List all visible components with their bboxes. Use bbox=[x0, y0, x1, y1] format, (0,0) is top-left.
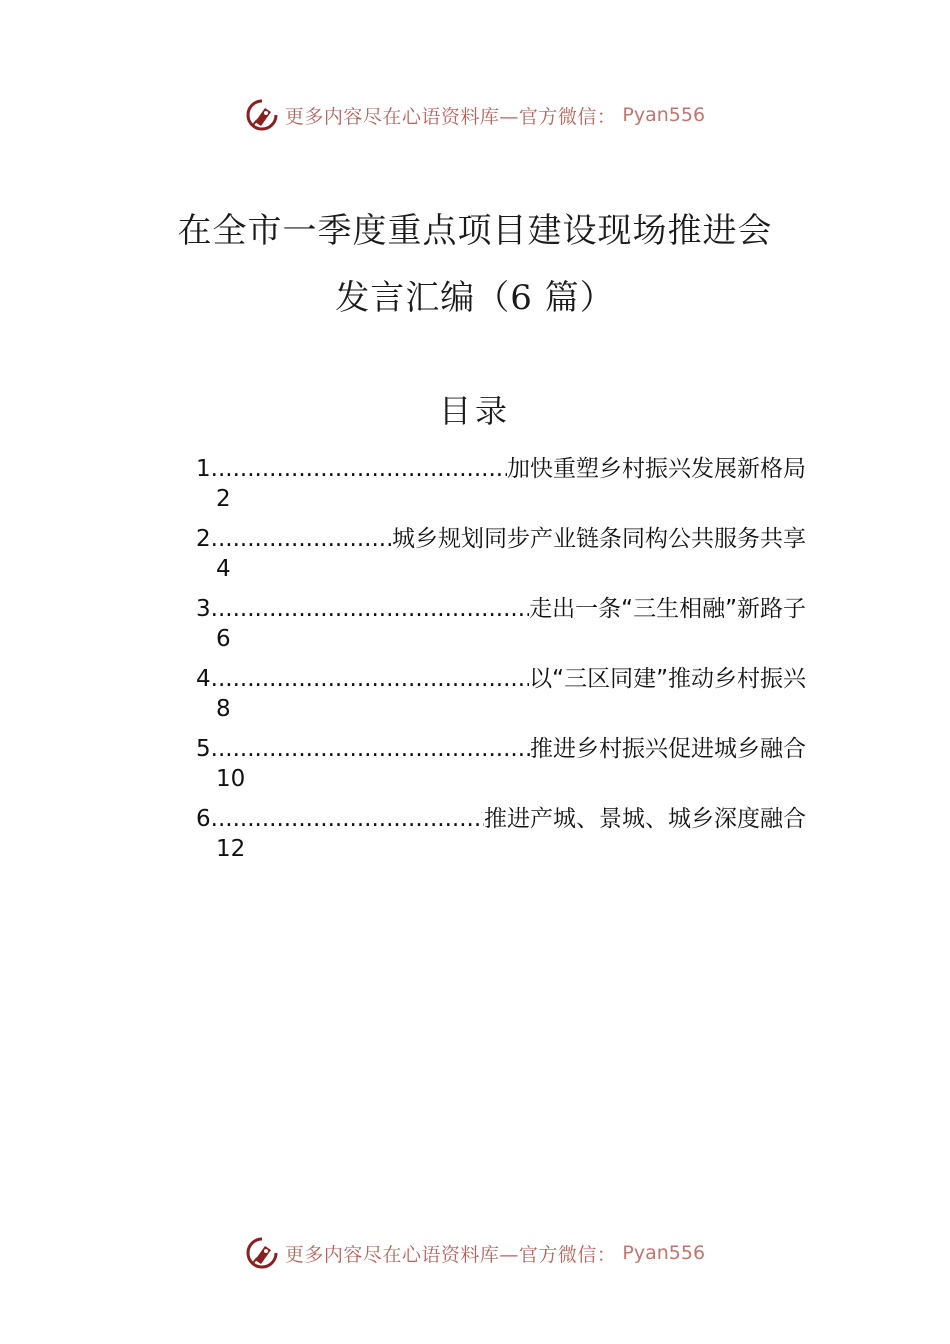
toc-title: 城乡规划同步产业链条同构公共服务共享 bbox=[392, 526, 806, 552]
header-watermark bbox=[0, 95, 950, 135]
toc-page-number: 10 bbox=[216, 766, 246, 792]
toc-number: 6 bbox=[196, 806, 211, 832]
toc-leader-dots bbox=[211, 592, 530, 626]
toc-number: 3 bbox=[196, 596, 211, 622]
toc-leader-dots bbox=[211, 522, 392, 556]
toc-number: 5 bbox=[196, 736, 211, 762]
toc-item[interactable] bbox=[196, 452, 806, 522]
pen-nib-logo-icon bbox=[245, 1236, 279, 1270]
toc-item[interactable] bbox=[196, 732, 806, 802]
pen-nib-logo-icon bbox=[245, 98, 279, 132]
toc-number: 2 bbox=[196, 526, 211, 552]
document-title-line-2: 发言汇编（6 篇） bbox=[335, 278, 615, 318]
toc-title: 推进产城、景城、城乡深度融合 bbox=[484, 806, 806, 832]
toc-leader-dots bbox=[211, 452, 507, 486]
toc-item[interactable] bbox=[196, 662, 806, 732]
toc-leader-dots bbox=[211, 802, 484, 836]
document-title-line-1: 在全市一季度重点项目建设现场推进会 bbox=[177, 211, 773, 251]
toc-title: 以“三区同建”推动乡村振兴 bbox=[529, 666, 806, 692]
footer-watermark bbox=[0, 1233, 950, 1273]
toc-title: 加快重塑乡村振兴发展新格局 bbox=[507, 456, 806, 482]
toc-item[interactable] bbox=[196, 592, 806, 662]
toc-heading: 目录 bbox=[438, 392, 511, 430]
toc-number: 4 bbox=[196, 666, 211, 692]
toc-title: 推进乡村振兴促进城乡融合 bbox=[530, 736, 806, 762]
toc-page-number: 6 bbox=[216, 626, 231, 652]
toc-item[interactable] bbox=[196, 522, 806, 592]
toc-number: 1 bbox=[196, 456, 211, 482]
toc-page-number: 8 bbox=[216, 696, 231, 722]
toc-item[interactable] bbox=[196, 802, 806, 872]
toc-page-number: 12 bbox=[216, 836, 246, 862]
toc-title: 走出一条“三生相融”新路子 bbox=[529, 596, 806, 622]
toc-leader-dots bbox=[211, 662, 530, 696]
watermark-id: Pyan556 bbox=[622, 104, 706, 126]
watermark-text: 更多内容尽在心语资料库—官方微信： bbox=[284, 1243, 617, 1266]
watermark-id: Pyan556 bbox=[622, 1242, 706, 1264]
toc-page-number: 2 bbox=[216, 486, 231, 512]
table-of-contents bbox=[196, 452, 806, 872]
watermark-text: 更多内容尽在心语资料库—官方微信： bbox=[284, 105, 617, 128]
toc-leader-dots bbox=[211, 732, 530, 766]
toc-page-number: 4 bbox=[216, 556, 231, 582]
